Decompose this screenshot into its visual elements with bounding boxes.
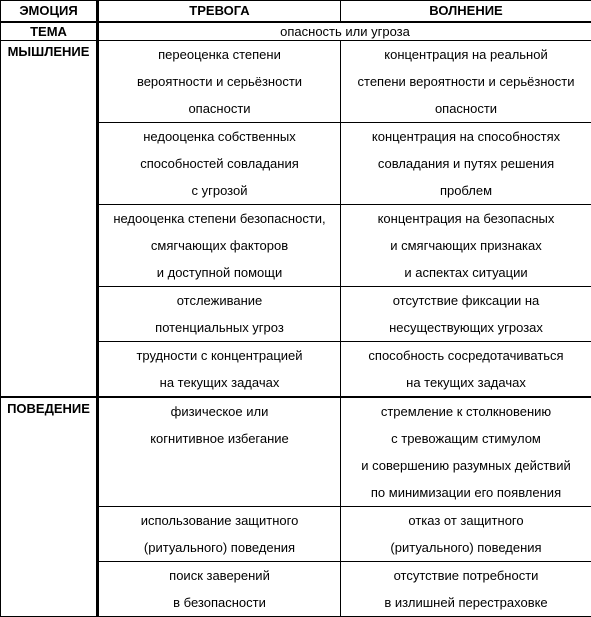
cell-line: физическое или bbox=[101, 398, 338, 425]
section-label-thinking: МЫШЛЕНИЕ bbox=[1, 41, 98, 398]
cell-line: (ритуального) поведения bbox=[101, 534, 338, 561]
worry-cell bbox=[341, 123, 591, 205]
worry-cell bbox=[341, 507, 591, 562]
cell-line: использование защитного bbox=[101, 507, 338, 534]
worry-cell bbox=[341, 205, 591, 287]
worry-cell bbox=[341, 287, 591, 342]
anxiety-cell bbox=[98, 397, 341, 507]
cell-line: совладания и путях решения bbox=[343, 150, 589, 177]
cell-line: в излишней перестраховке bbox=[343, 589, 589, 616]
cell-line: (ритуального) поведения bbox=[343, 534, 589, 561]
cell-line: степени вероятности и серьёзности bbox=[343, 68, 589, 95]
cell-line: опасности bbox=[101, 95, 338, 122]
cell-line: отсутствие фиксации на bbox=[343, 287, 589, 314]
cell-line: и аспектах ситуации bbox=[343, 259, 589, 286]
cell-line: и доступной помощи bbox=[101, 259, 338, 286]
table-row bbox=[1, 397, 591, 507]
cell-line: на текущих задачах bbox=[343, 369, 589, 396]
cell-line: недооценка степени безопасности, bbox=[101, 205, 338, 232]
worry-cell bbox=[341, 41, 591, 123]
worry-cell bbox=[341, 562, 591, 617]
cell-line: концентрация на способностях bbox=[343, 123, 589, 150]
cell-line: опасности bbox=[343, 95, 589, 122]
topic-value: опасность или угроза bbox=[98, 22, 591, 41]
cell-line: с тревожащим стимулом bbox=[343, 425, 589, 452]
cell-line: трудности с концентрацией bbox=[101, 342, 338, 369]
cell-line: отсутствие потребности bbox=[343, 562, 589, 589]
cell-line: проблем bbox=[343, 177, 589, 204]
cell-line: с угрозой bbox=[101, 177, 338, 204]
cell-line: стремление к столкновению bbox=[343, 398, 589, 425]
cell-line: поиск заверений bbox=[101, 562, 338, 589]
cell-line: в безопасности bbox=[101, 589, 338, 616]
header-worry: ВОЛНЕНИЕ bbox=[341, 1, 591, 22]
cell-line: когнитивное избегание bbox=[101, 425, 338, 452]
worry-cell bbox=[341, 342, 591, 398]
cell-line: концентрация на безопасных bbox=[343, 205, 589, 232]
header-emotion: ЭМОЦИЯ bbox=[1, 1, 98, 22]
cell-line: недооценка собственных bbox=[101, 123, 338, 150]
cell-line: на текущих задачах bbox=[101, 369, 338, 396]
header-row bbox=[1, 1, 591, 22]
anxiety-cell bbox=[98, 287, 341, 342]
section-label-behavior: ПОВЕДЕНИЕ bbox=[1, 397, 98, 617]
anxiety-cell bbox=[98, 507, 341, 562]
table-row bbox=[1, 41, 591, 123]
anxiety-cell bbox=[98, 342, 341, 398]
cell-line: отслеживание bbox=[101, 287, 338, 314]
cell-line: по минимизации его появления bbox=[343, 479, 589, 506]
cell-line: отказ от защитного bbox=[343, 507, 589, 534]
cell-line: способностей совладания bbox=[101, 150, 338, 177]
anxiety-cell bbox=[98, 41, 341, 123]
cell-line: способность сосредотачиваться bbox=[343, 342, 589, 369]
cell-line: и смягчающих признаках bbox=[343, 232, 589, 259]
cell-line: потенциальных угроз bbox=[101, 314, 338, 341]
cell-line: и совершению разумных действий bbox=[343, 452, 589, 479]
cell-line: переоценка степени bbox=[101, 41, 338, 68]
worry-cell bbox=[341, 397, 591, 507]
anxiety-cell bbox=[98, 205, 341, 287]
topic-row bbox=[1, 22, 591, 41]
anxiety-cell bbox=[98, 123, 341, 205]
anxiety-cell bbox=[98, 562, 341, 617]
cell-line: вероятности и серьёзности bbox=[101, 68, 338, 95]
cell-line: несуществующих угрозах bbox=[343, 314, 589, 341]
header-anxiety: ТРЕВОГА bbox=[98, 1, 341, 22]
topic-label: ТЕМА bbox=[1, 22, 98, 41]
cell-line: концентрация на реальной bbox=[343, 41, 589, 68]
cell-line: смягчающих факторов bbox=[101, 232, 338, 259]
